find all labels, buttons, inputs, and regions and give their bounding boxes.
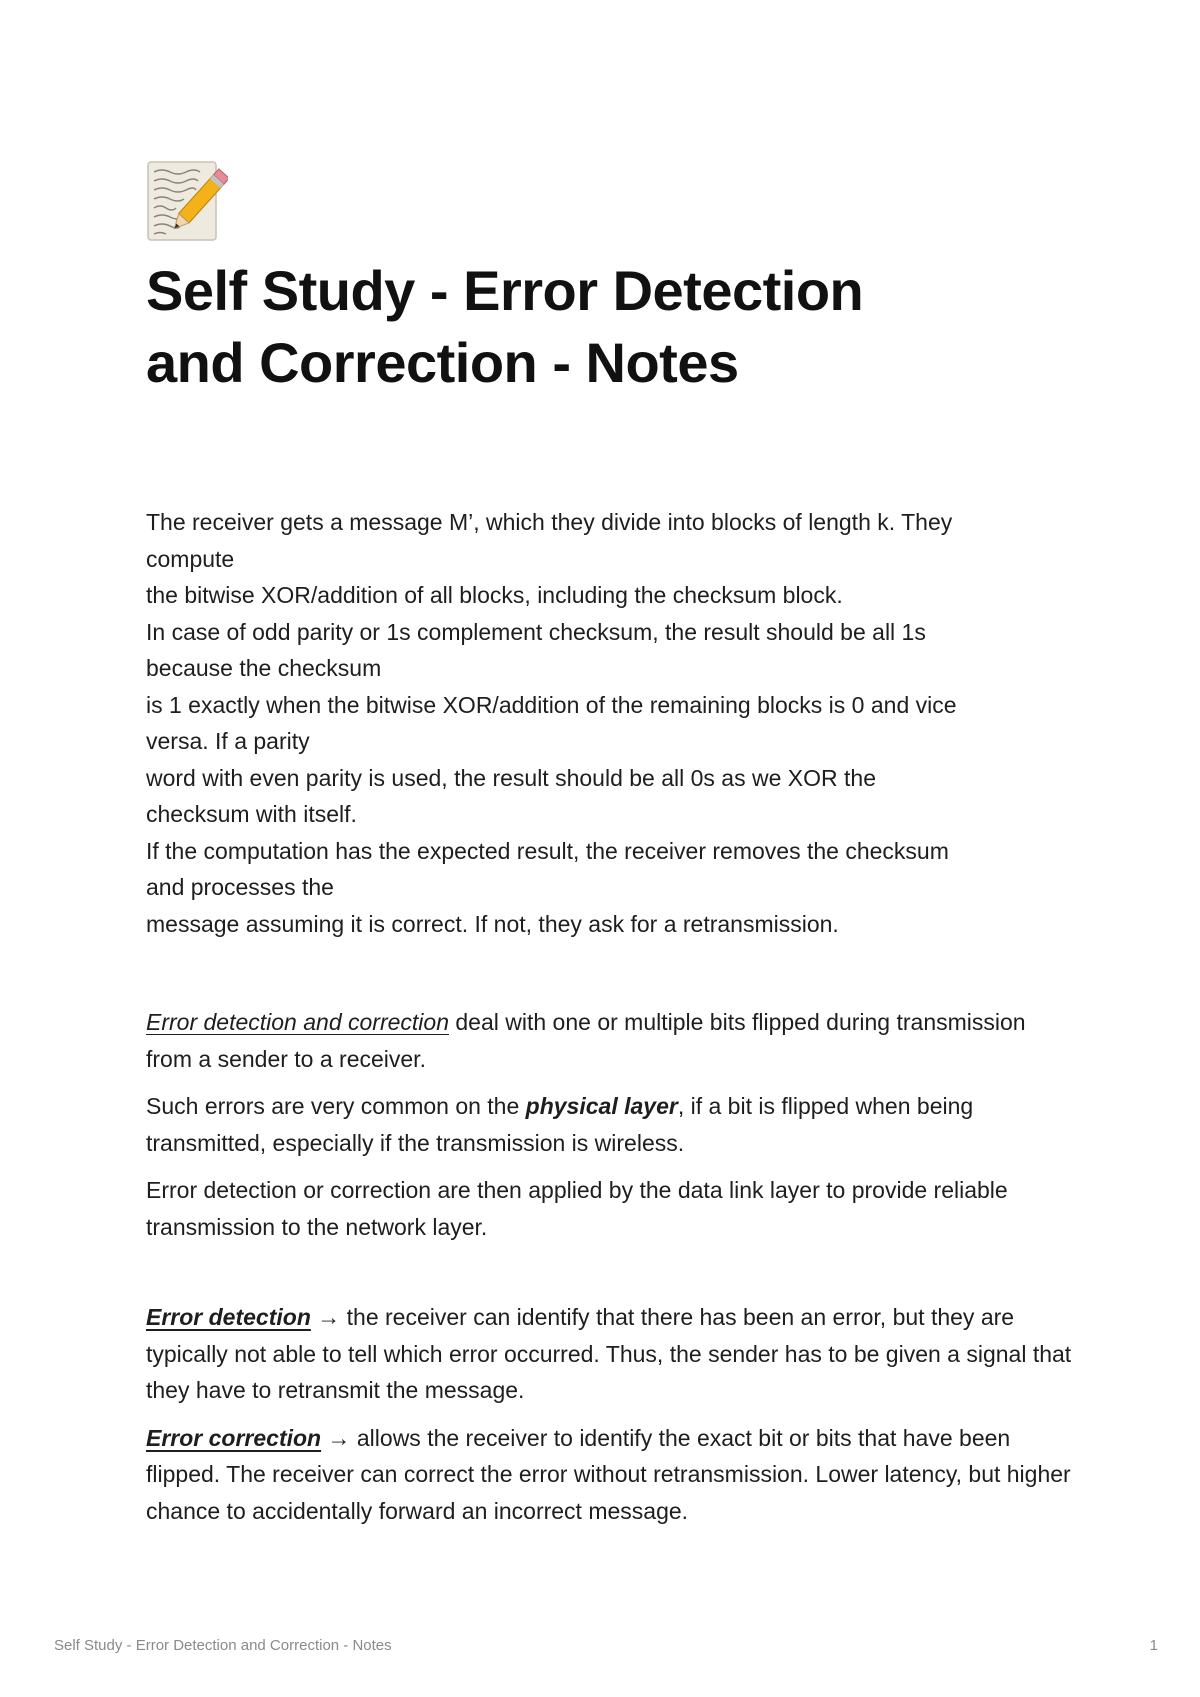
memo-pencil-icon — [146, 160, 228, 246]
page-number: 1 — [1149, 1637, 1158, 1654]
checksum-paragraph — [146, 504, 1076, 942]
intro-section — [146, 1004, 1076, 1245]
footer-title: Self Study - Error Detection and Correction - Notes — [54, 1637, 392, 1654]
title-line-2: and Correction - Notes — [146, 331, 739, 394]
error-correction-text: → allows the receiver to identify the exact bit or bits that have been flipped. The receiver can correct the error without retransmission. Lower latency, but higher chance to accidentally forward an incorrect message. — [146, 1424, 1071, 1524]
physical-layer-text-rest: , if a bit is flipped when being transmitted, especially if the transmission is wireless. — [146, 1093, 974, 1156]
error-detection-text: → the receiver can identify that there has been an error, but they are typically not able to tell which error occurred. Thus, the sender has to be given a signal that they have to retransmit the message. — [146, 1304, 1072, 1403]
text-line: If the computation has the expected result, the receiver removes the checksum — [146, 837, 949, 864]
text-line: compute — [146, 545, 235, 572]
error-detection-definition — [146, 1299, 1076, 1409]
text-line: because the checksum — [146, 655, 382, 681]
physical-layer-paragraph — [146, 1088, 1076, 1161]
text-line: and processes the — [146, 874, 334, 900]
document-body — [146, 504, 1076, 1540]
text-line: the bitwise XOR/addition of all blocks, including the checksum block. — [146, 582, 843, 608]
page-title — [146, 255, 1126, 399]
title-line-1: Self Study - Error Detection — [146, 259, 864, 322]
error-correction-definition — [146, 1420, 1076, 1530]
intro-text: deal with one or multiple bits flipped during transmission from a sender to a receiver. — [146, 1009, 1026, 1072]
data-link-paragraph: Error detection or correction are then applied by the data link layer to provide reliable transmission to the network layer. — [146, 1177, 1008, 1240]
text-line: versa. If a parity — [146, 728, 310, 754]
term-physical-layer: physical layer — [525, 1093, 678, 1119]
text-line: checksum with itself. — [146, 801, 357, 827]
term-error-detection: Error detection — [146, 1304, 311, 1330]
text-line: In case of odd parity or 1s complement checksum, the result should be all 1s — [146, 618, 926, 645]
physical-layer-text-start: Such errors are very common on the — [146, 1093, 526, 1119]
definitions-section — [146, 1299, 1076, 1529]
term-error-detection-correction: Error detection and correction — [146, 1009, 449, 1035]
term-error-correction: Error correction — [146, 1424, 322, 1451]
text-line: message assuming it is correct. If not, they ask for a retransmission. — [146, 910, 839, 937]
text-line: word with even parity is used, the result should be all 0s as we XOR the — [146, 764, 876, 791]
intro-paragraph — [146, 1004, 1076, 1077]
text-line: The receiver gets a message M’, which they divide into blocks of length k. They — [146, 509, 953, 535]
text-line: is 1 exactly when the bitwise XOR/addition of the remaining blocks is 0 and vice — [146, 691, 957, 718]
